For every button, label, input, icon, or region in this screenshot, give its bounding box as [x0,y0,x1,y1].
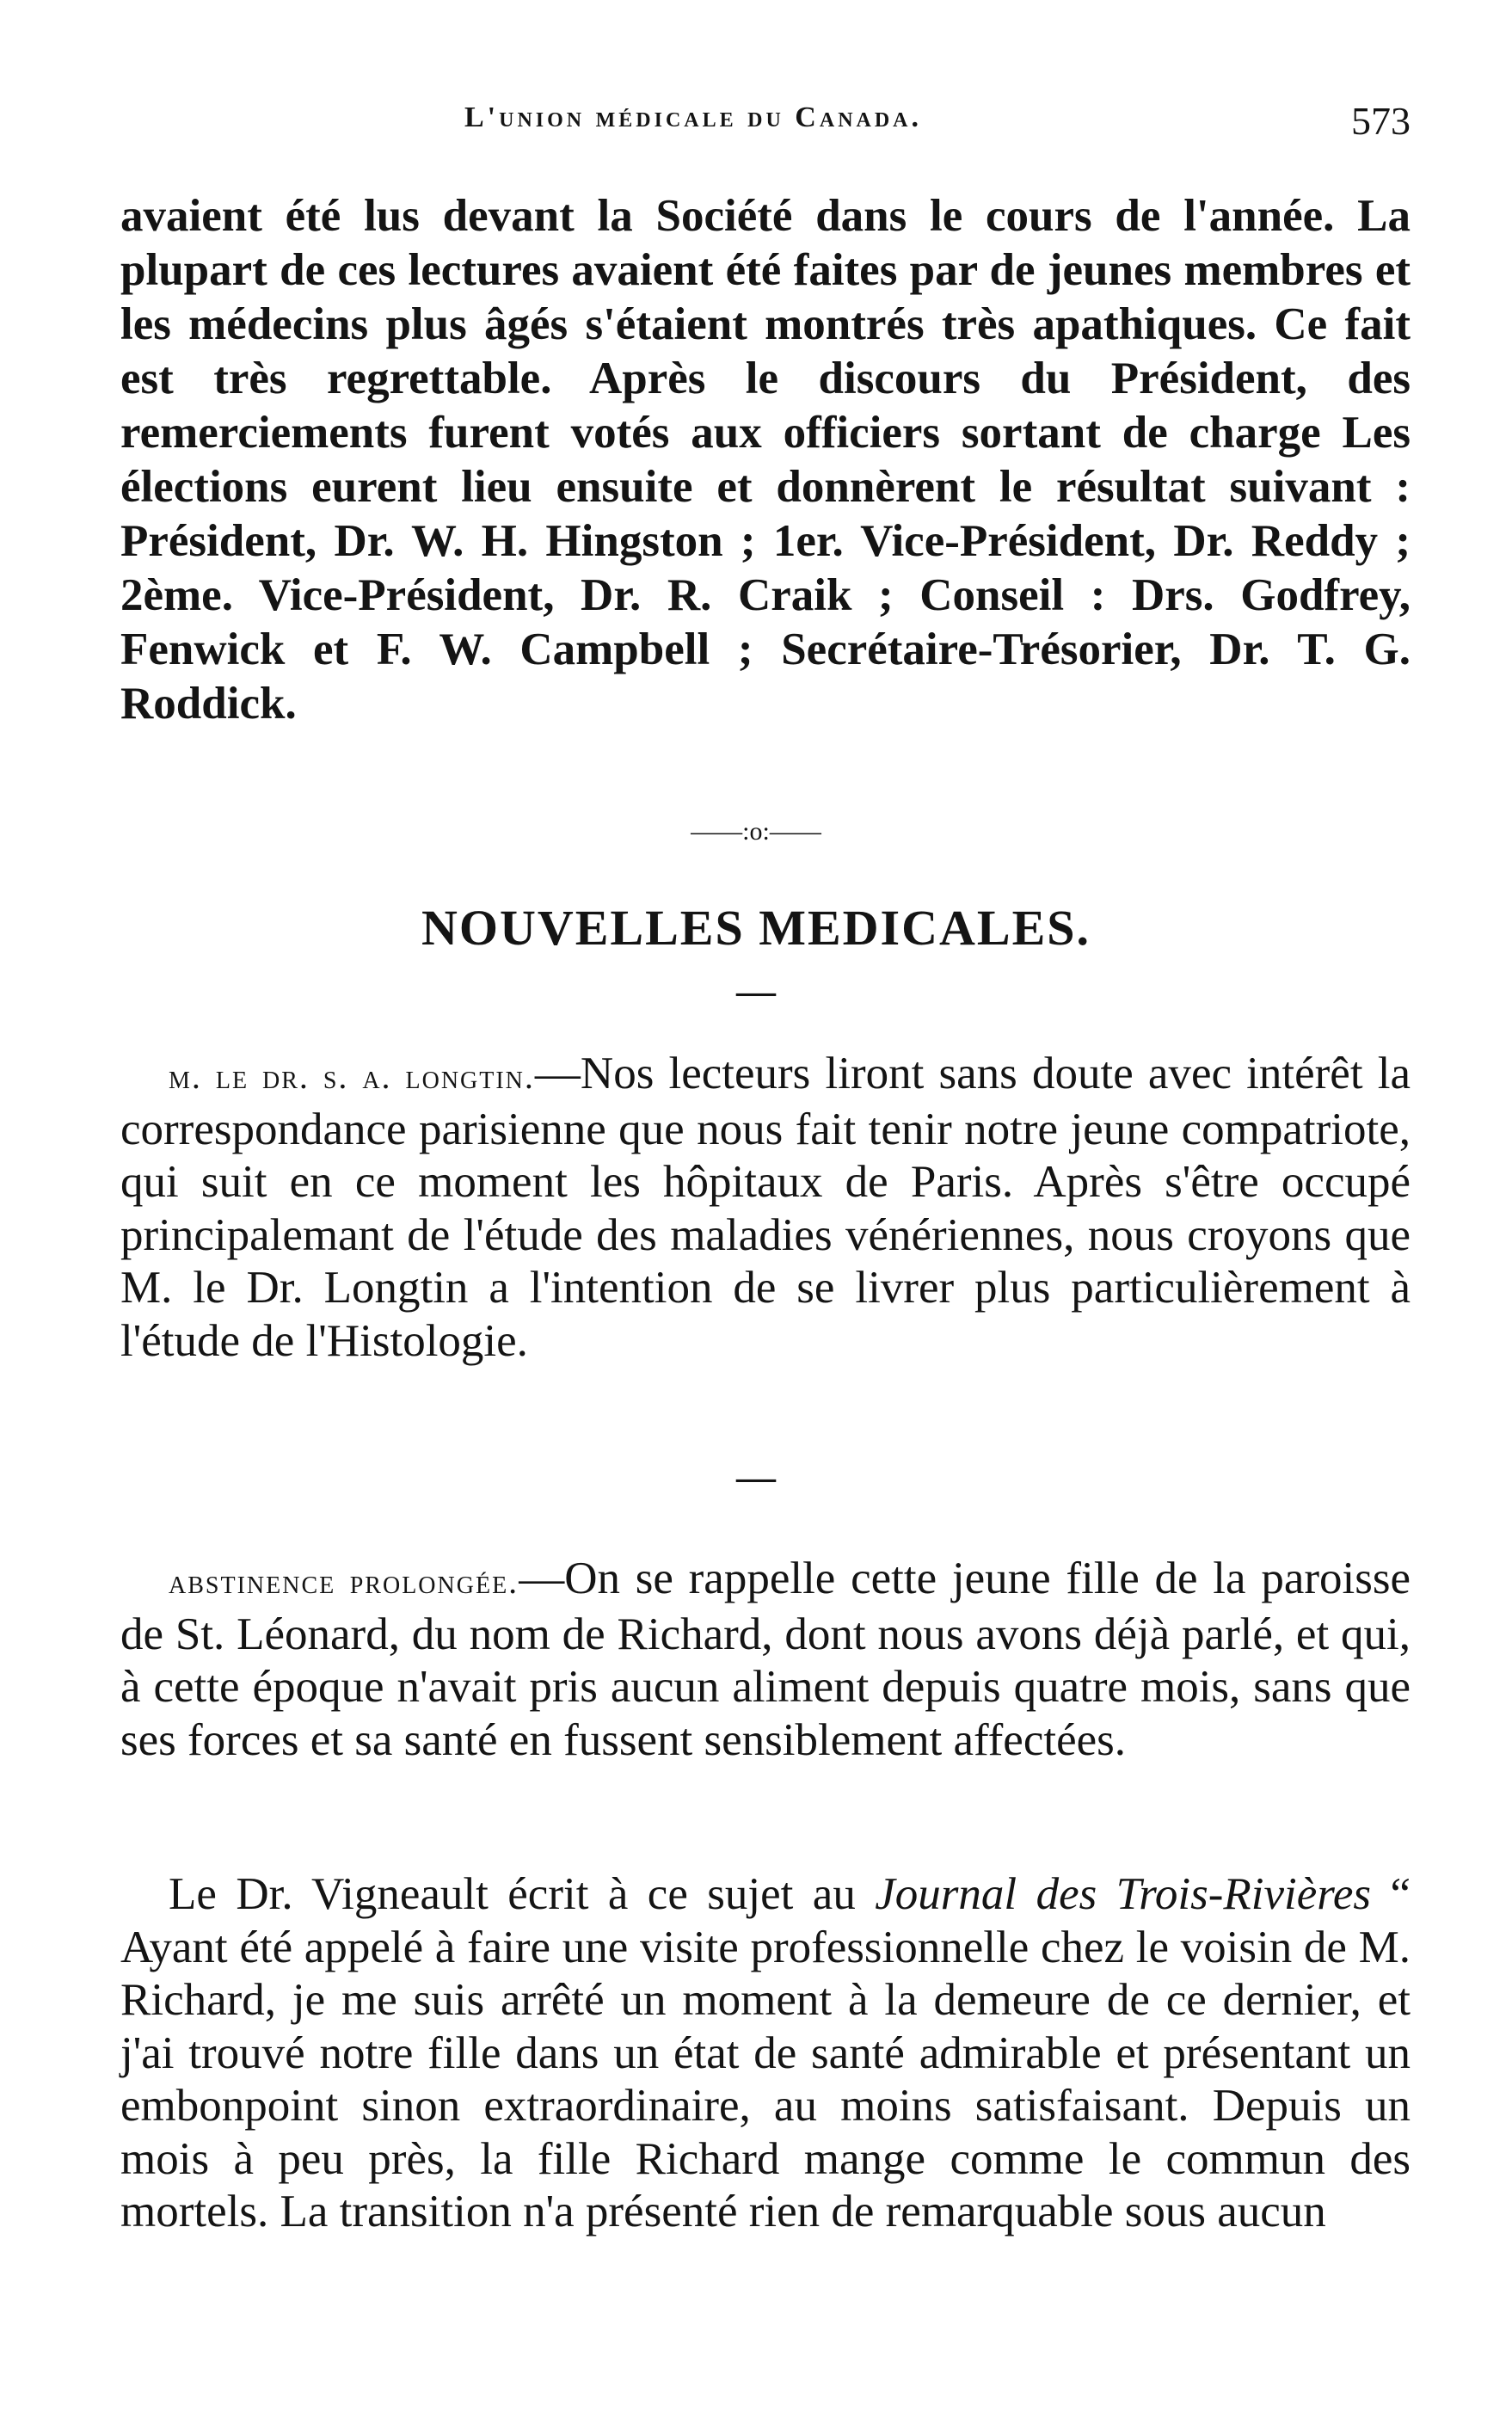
journal-title: Journal des Trois-Rivières [875,1869,1372,1919]
section-heading: NOUVELLES MEDICALES. [421,900,1091,956]
running-header [120,99,1411,153]
page-number: 573 [1351,99,1411,143]
vigneault-quote: “ Ayant été appelé à faire une visite professionnelle chez le voisin de M. Richard, je me suis arrêté un moment à la demeure de ce dernier, et j'ai trouvé notre fille dans un état de santé admirable et présentant un embonpoint sinon extraordinaire, au moins satisfaisant. Depuis un mois à peu près, la fille Richard mange comme le commun des mortels. La transition n'a présenté rien de remarquable sous aucun [120,1869,1411,2236]
running-title: L'union médicale du Canada. [464,102,923,133]
article-longtin-paragraph [120,1048,1411,1368]
article-longtin [120,1048,1411,1368]
section-separator: ——:o:—— [691,817,821,846]
article-longtin-lead: m. le dr. s. a. longtin. [169,1057,535,1096]
article-longtin-text: —Nos lecteurs liront sans doute avec intérêt la correspondance parisienne que nous fait tenir notre jeune compatriote, qui suit en ce moment les hôpitaux de Paris. Après s'être occupé principalemant de l'étude des maladies vénériennes, nous croyons que M. le Dr. Longtin a l'intention de se livrer plus particulièrement à l'étude de l'Histologie. [120,1049,1411,1366]
article-abstinence-continued [120,1868,1411,2239]
vigneault-paragraph [120,1868,1411,2239]
vigneault-intro: Le Dr. Vigneault écrit à ce sujet au [169,1869,876,1919]
heading-dash: — [736,969,776,1012]
meeting-report-paragraph [120,189,1411,731]
article-dash: — [736,1455,776,1498]
article-abstinence-text: —On se rappelle cette jeune fille de la paroisse de St. Léonard, du nom de Richard, dont nous avons déjà parlé, et qui, à cette époque n'avait pris aucun aliment depuis quatre mois, sans que ses forces et sa santé en fussent sensiblement affectées. [120,1553,1411,1765]
article-abstinence-lead: abstinence prolongée. [169,1562,519,1601]
article-abstinence [120,1553,1411,1767]
meeting-report-text: avaient été lus devant la Société dans le cours de l'année. La plupart de ces lectures avaient été faites par de jeunes membres et les médecins plus âgés s'étaient montrés très apathiques. Ce fait est très regrettable. Après le discours du Président, des remerciements furent votés aux officiers sortant de charge Les élections eurent lieu ensuite et donnèrent le résultat suivant : Président, Dr. W. H. Hingston ; 1er. Vice-Président, Dr. Reddy ; 2ème. Vice-Président, Dr. R. Craik ; Conseil : Drs. Godfrey, Fenwick et F. W. Campbell ; Secrétaire-Trésorier, Dr. T. G. Roddick. [120,191,1411,729]
article-abstinence-paragraph [120,1553,1411,1767]
